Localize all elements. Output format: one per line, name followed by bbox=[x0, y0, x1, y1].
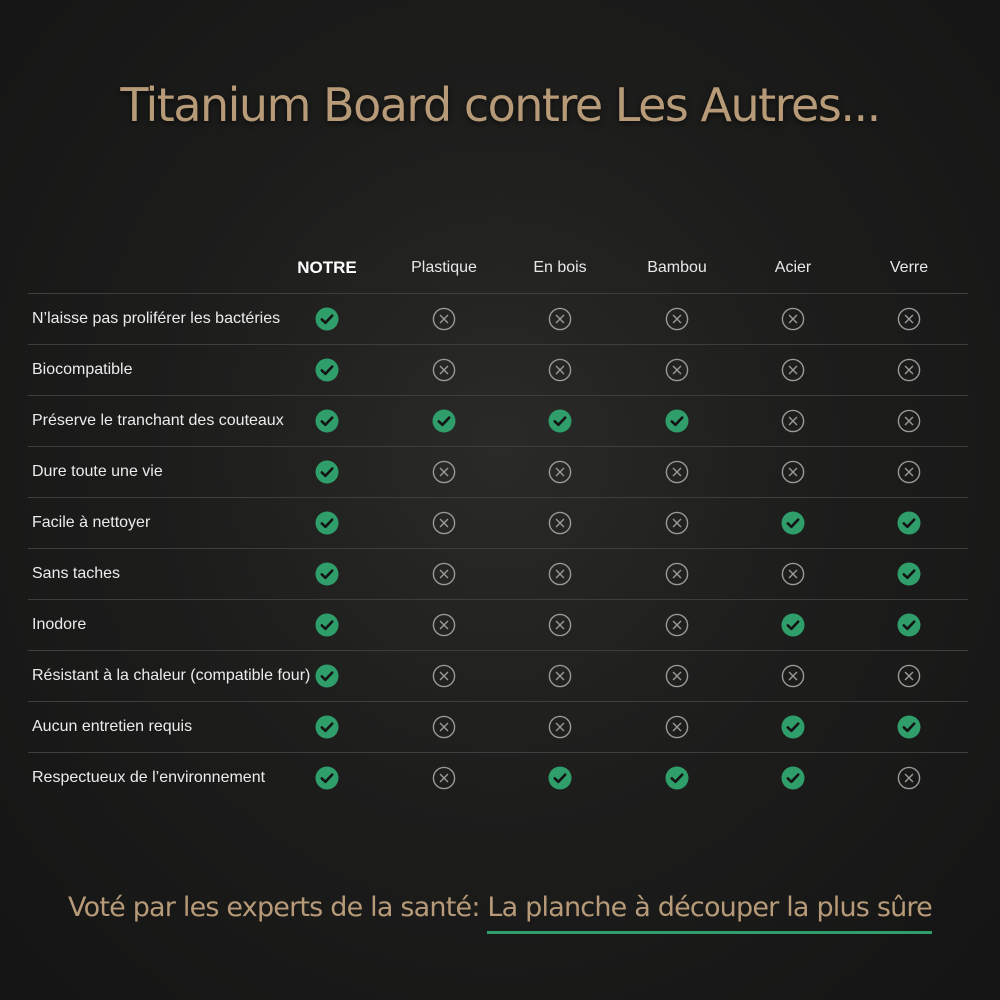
check-circle-icon bbox=[315, 613, 339, 637]
column-header-plastique: Plastique bbox=[411, 259, 477, 276]
check-circle-icon bbox=[315, 715, 339, 739]
check-circle-icon bbox=[315, 664, 339, 688]
x-circle-icon bbox=[432, 613, 456, 637]
x-circle-icon bbox=[432, 562, 456, 586]
check-circle-icon bbox=[315, 307, 339, 331]
x-circle-icon bbox=[897, 307, 921, 331]
x-circle-icon bbox=[897, 358, 921, 382]
x-circle-icon bbox=[432, 715, 456, 739]
check-circle-icon bbox=[432, 409, 456, 433]
x-circle-icon bbox=[665, 664, 689, 688]
check-circle-icon bbox=[781, 766, 805, 790]
row-label: Facile à nettoyer bbox=[32, 514, 151, 531]
x-circle-icon bbox=[665, 307, 689, 331]
x-circle-icon bbox=[665, 613, 689, 637]
row-label: Biocompatible bbox=[32, 361, 133, 378]
x-circle-icon bbox=[781, 307, 805, 331]
table-row bbox=[28, 753, 968, 803]
table-row bbox=[28, 702, 968, 753]
table-row bbox=[28, 600, 968, 651]
x-circle-icon bbox=[665, 358, 689, 382]
x-circle-icon bbox=[781, 460, 805, 484]
table-row bbox=[28, 396, 968, 447]
table-body bbox=[28, 294, 968, 803]
check-circle-icon bbox=[665, 766, 689, 790]
x-circle-icon bbox=[781, 358, 805, 382]
check-circle-icon bbox=[315, 511, 339, 535]
x-circle-icon bbox=[897, 409, 921, 433]
row-label: Respectueux de l’environnement bbox=[32, 769, 266, 786]
x-circle-icon bbox=[432, 460, 456, 484]
x-circle-icon bbox=[897, 766, 921, 790]
table-row bbox=[28, 549, 968, 600]
footer-prefix: Voté par les experts de la santé: bbox=[68, 892, 488, 923]
x-circle-icon bbox=[665, 562, 689, 586]
check-circle-icon bbox=[897, 562, 921, 586]
table-row bbox=[28, 498, 968, 549]
comparison-table bbox=[28, 243, 968, 803]
x-circle-icon bbox=[665, 715, 689, 739]
table-row bbox=[28, 294, 968, 345]
x-circle-icon bbox=[432, 766, 456, 790]
check-circle-icon bbox=[781, 715, 805, 739]
check-circle-icon bbox=[665, 409, 689, 433]
x-circle-icon bbox=[548, 664, 572, 688]
x-circle-icon bbox=[548, 307, 572, 331]
x-circle-icon bbox=[548, 562, 572, 586]
x-circle-icon bbox=[665, 511, 689, 535]
x-circle-icon bbox=[548, 613, 572, 637]
x-circle-icon bbox=[432, 307, 456, 331]
row-label: Résistant à la chaleur (compatible four) bbox=[32, 667, 311, 684]
row-label: Sans taches bbox=[32, 565, 121, 582]
check-circle-icon bbox=[315, 562, 339, 586]
check-circle-icon bbox=[548, 409, 572, 433]
column-header-verre: Verre bbox=[889, 259, 929, 276]
column-header-bambou: Bambou bbox=[647, 259, 707, 276]
x-circle-icon bbox=[781, 409, 805, 433]
x-circle-icon bbox=[548, 511, 572, 535]
check-circle-icon bbox=[897, 613, 921, 637]
row-label: Inodore bbox=[32, 616, 87, 633]
check-circle-icon bbox=[897, 715, 921, 739]
check-circle-icon bbox=[315, 409, 339, 433]
check-circle-icon bbox=[781, 511, 805, 535]
table-row bbox=[28, 651, 968, 702]
x-circle-icon bbox=[897, 460, 921, 484]
footer-tagline bbox=[0, 892, 1000, 934]
x-circle-icon bbox=[665, 460, 689, 484]
table-row bbox=[28, 447, 968, 498]
row-label: Préserve le tranchant des couteaux bbox=[32, 412, 284, 429]
check-circle-icon bbox=[315, 358, 339, 382]
check-circle-icon bbox=[548, 766, 572, 790]
x-circle-icon bbox=[781, 562, 805, 586]
x-circle-icon bbox=[432, 358, 456, 382]
table-row bbox=[28, 345, 968, 396]
x-circle-icon bbox=[548, 460, 572, 484]
column-header-notre: NOTRE bbox=[297, 258, 357, 277]
x-circle-icon bbox=[548, 715, 572, 739]
row-label: Aucun entretien requis bbox=[32, 718, 193, 735]
check-circle-icon bbox=[781, 613, 805, 637]
column-header-en-bois: En bois bbox=[533, 259, 587, 276]
x-circle-icon bbox=[897, 664, 921, 688]
check-circle-icon bbox=[897, 511, 921, 535]
table-header-row bbox=[28, 243, 968, 294]
x-circle-icon bbox=[432, 511, 456, 535]
x-circle-icon bbox=[548, 358, 572, 382]
x-circle-icon bbox=[432, 664, 456, 688]
check-circle-icon bbox=[315, 460, 339, 484]
check-circle-icon bbox=[315, 766, 339, 790]
footer-highlight: La planche à découper la plus sûre bbox=[487, 892, 932, 934]
row-label: Dure toute une vie bbox=[32, 463, 163, 480]
row-label: N’laisse pas proliférer les bactéries bbox=[32, 310, 281, 327]
page-title: Titanium Board contre Les Autres... bbox=[120, 78, 880, 132]
x-circle-icon bbox=[781, 664, 805, 688]
column-header-acier: Acier bbox=[774, 259, 812, 276]
